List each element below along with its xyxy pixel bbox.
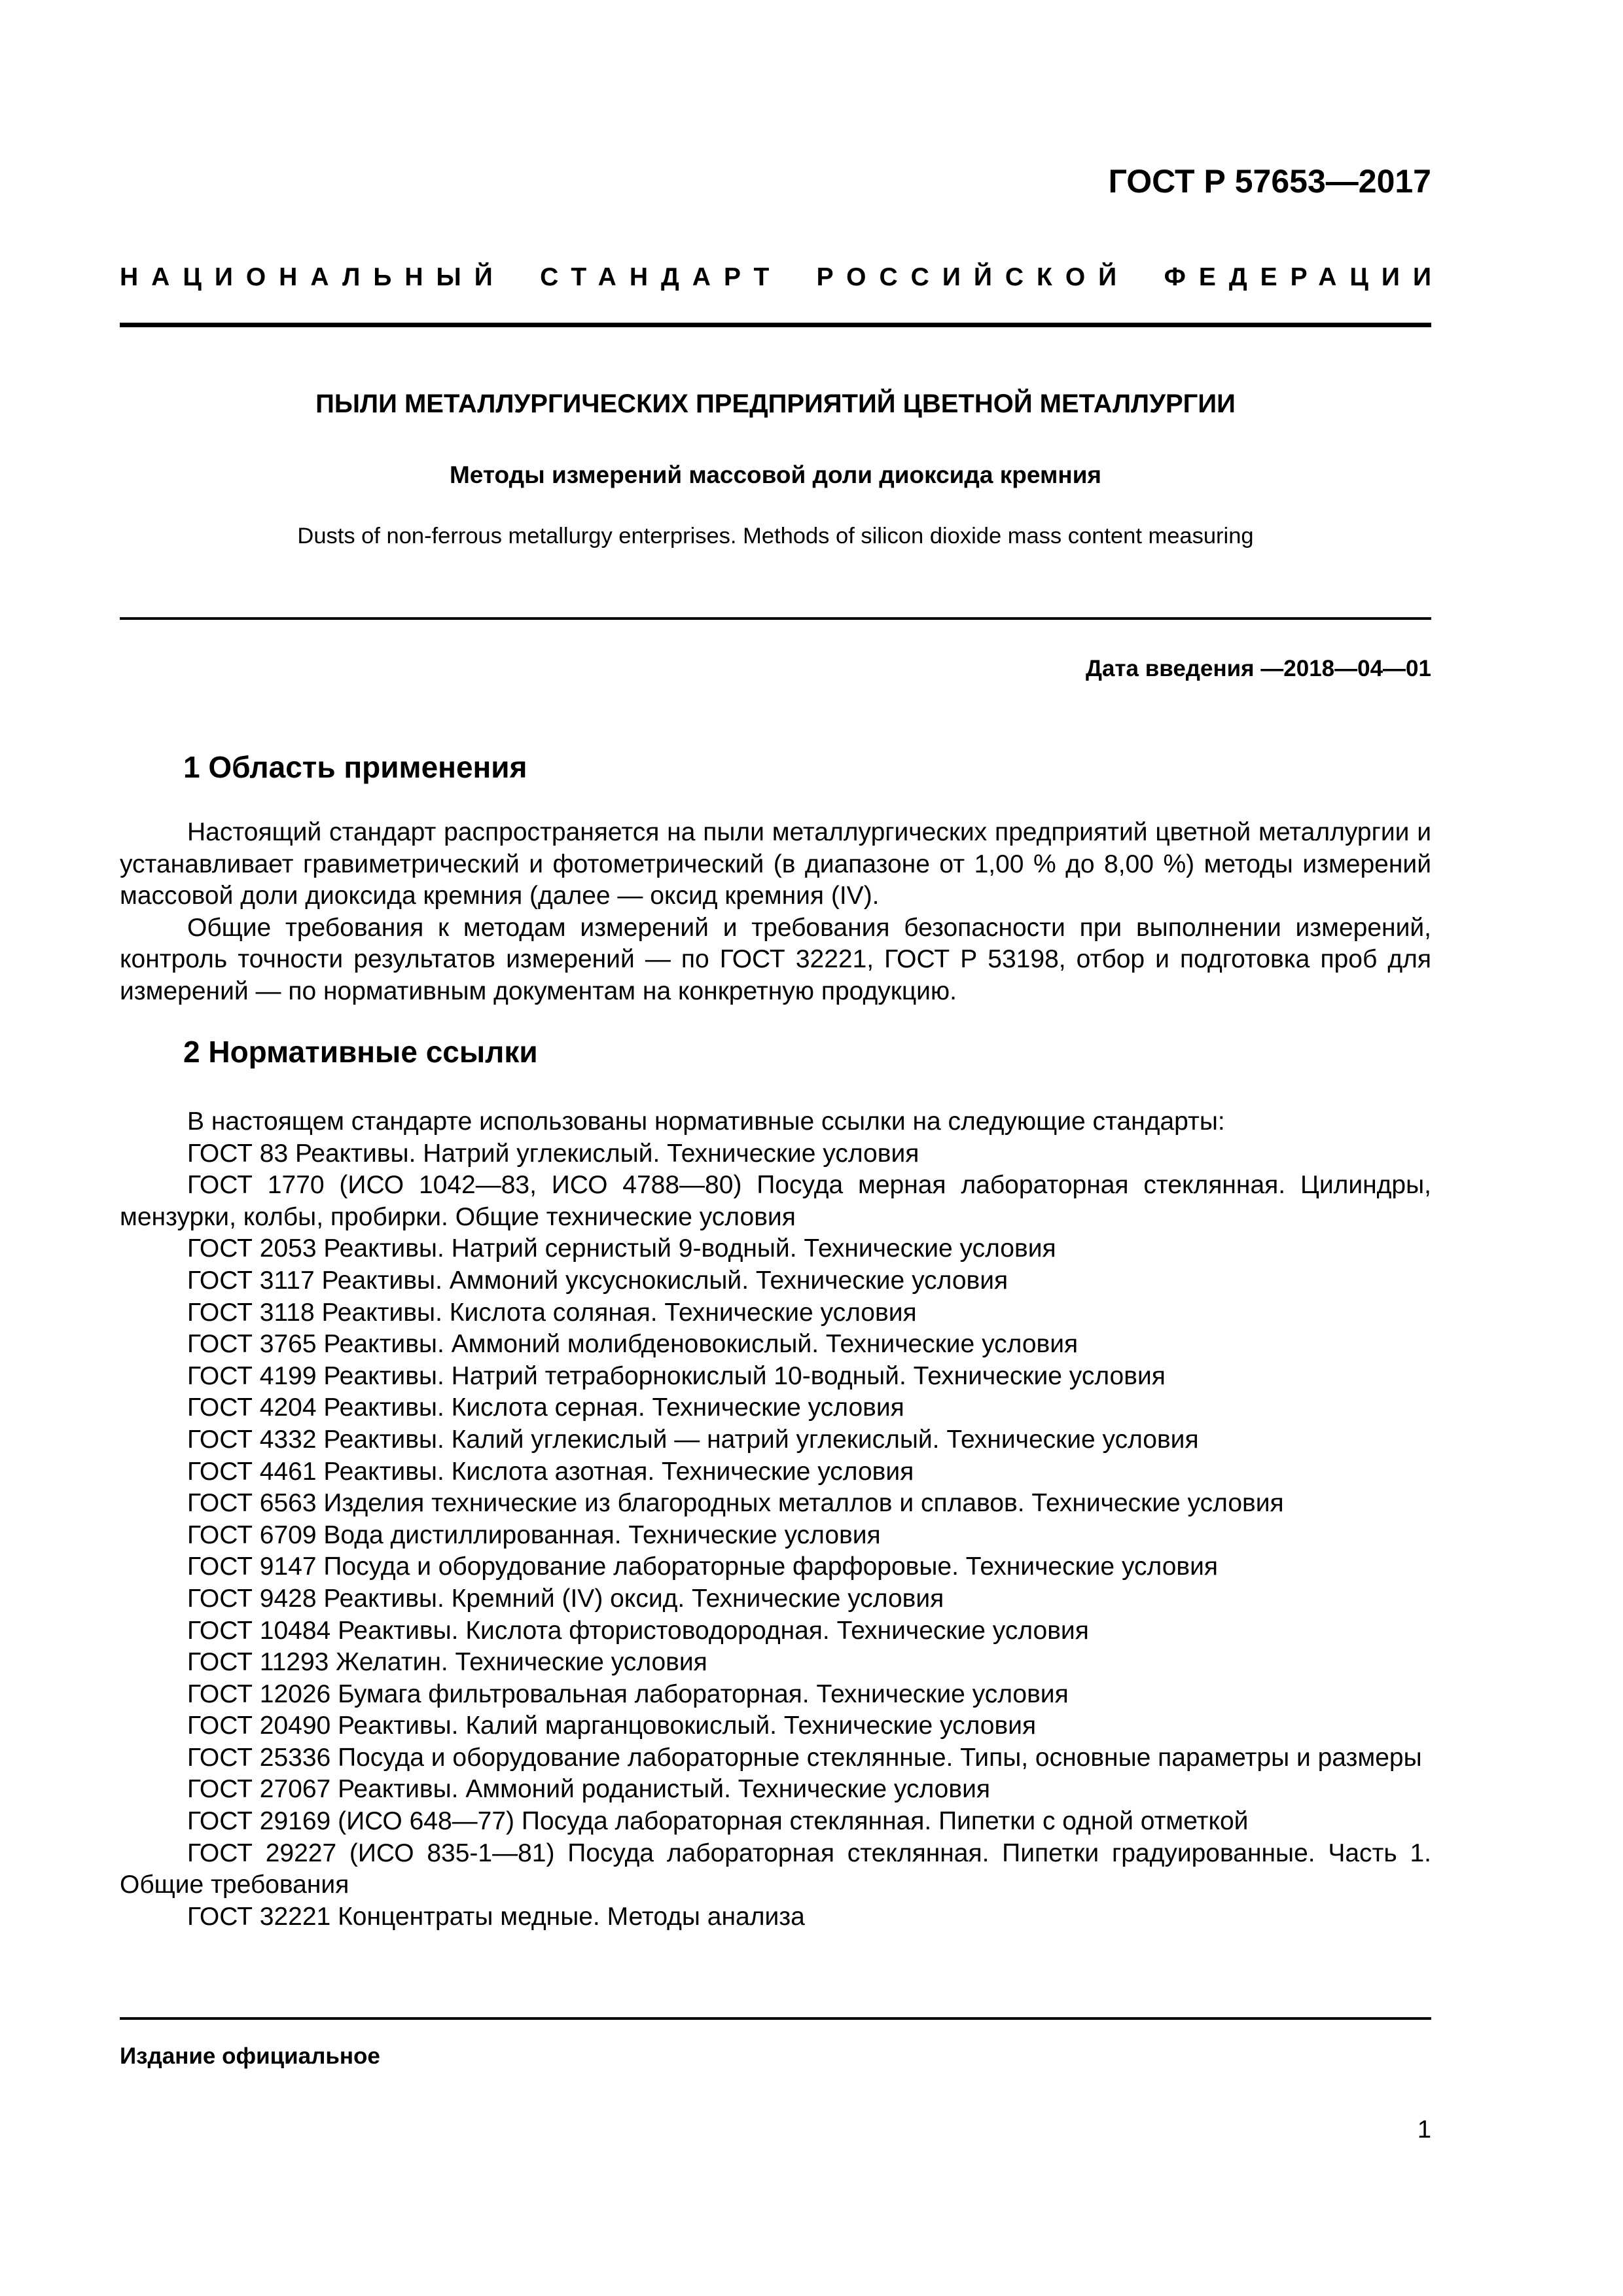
official-edition-note: Издание официальное — [120, 2043, 380, 2069]
header-word: НАЦИОНАЛЬНЫЙ — [120, 263, 506, 291]
reference-item: ГОСТ 4461 Реактивы. Кислота азотная. Технические условия — [187, 1457, 914, 1486]
footer-divider — [120, 2017, 1431, 2020]
reference-item: ГОСТ 4199 Реактивы. Натрий тетраборнокислый 10-водный. Технические условия — [187, 1361, 1166, 1390]
section-1-body — [120, 817, 1431, 1008]
reference-item: ГОСТ 10484 Реактивы. Кислота фтористоводородная. Технические условия — [187, 1616, 1089, 1645]
document-code: ГОСТ Р 57653—2017 — [1108, 163, 1431, 200]
reference-item: ГОСТ 4332 Реактивы. Калий углекислый — натрий углекислый. Технические условия — [187, 1425, 1199, 1454]
reference-item: ГОСТ 11293 Желатин. Технические условия — [187, 1648, 707, 1677]
reference-item: ГОСТ 25336 Посуда и оборудование лабораторные стеклянные. Типы, основные параметры и размеры — [187, 1743, 1422, 1772]
reference-item: ГОСТ 20490 Реактивы. Калий марганцовокислый. Технические условия — [187, 1712, 1037, 1740]
title-divider — [120, 617, 1431, 620]
reference-item: ГОСТ 4204 Реактивы. Кислота серная. Технические условия — [187, 1393, 904, 1422]
reference-item: ГОСТ 9147 Посуда и оборудование лабораторные фарфоровые. Технические условия — [187, 1552, 1219, 1581]
reference-item: ГОСТ 6563 Изделия технические из благородных металлов и сплавов. Технические условия — [187, 1489, 1284, 1518]
reference-item: ГОСТ 29169 (ИСО 648—77) Посуда лабораторная стеклянная. Пипетки с одной отметкой — [187, 1807, 1249, 1836]
header-word: ФЕДЕРАЦИИ — [1164, 263, 1444, 291]
section-1-heading: 1 Область применения — [183, 750, 527, 784]
section-2-heading: 2 Нормативные ссылки — [183, 1035, 538, 1069]
document-title-en: Dusts of non-ferrous metallurgy enterprises. Methods of silicon dioxide mass content measuring — [297, 524, 1254, 548]
paragraph: Настоящий стандарт распространяется на пыли металлургических предприятий цветной металлургии и устанавливает гравиметрический и фотометрический (в диапазоне от 1,00 % до 8,00 %) методы измерений массовой доли диоксида кремния (далее — оксид кремния (IV). — [120, 818, 1431, 910]
reference-item: ГОСТ 32221 Концентраты медные. Методы анализа — [187, 1902, 805, 1931]
introduction-date: Дата введения —2018—04—01 — [1086, 656, 1431, 681]
references-intro: В настоящем стандарте использованы нормативные ссылки на следующие стандарты: — [187, 1107, 1225, 1136]
document-title-ru: ПЫЛИ МЕТАЛЛУРГИЧЕСКИХ ПРЕДПРИЯТИЙ ЦВЕТНОЙ МЕТАЛЛУРГИИ — [315, 389, 1236, 418]
header-word: РОССИЙСКОЙ — [816, 263, 1130, 291]
paragraph: Общие требования к методам измерений и требования безопасности при выполнении измерений, контроль точности результатов измерений — по ГОСТ 32221, ГОСТ Р 53198, отбор и подготовка проб для измерений — по нормативным документам на конкретную продукцию. — [120, 913, 1431, 1005]
header-word: СТАНДАРТ — [540, 263, 783, 291]
references-list — [120, 1106, 1431, 1933]
reference-item: ГОСТ 1770 (ИСО 1042—83, ИСО 4788—80) Посуда мерная лабораторная стеклянная. Цилиндры, мензурки, колбы, пробирки. Общие технические условия — [120, 1171, 1431, 1231]
document-subtitle-ru: Методы измерений массовой доли диоксида кремния — [449, 461, 1102, 488]
reference-item: ГОСТ 9428 Реактивы. Кремний (IV) оксид. Технические условия — [187, 1584, 944, 1613]
national-standard-header — [120, 263, 1444, 292]
header-divider — [120, 323, 1431, 327]
reference-item: ГОСТ 3117 Реактивы. Аммоний уксуснокислый. Технические условия — [187, 1266, 1008, 1295]
reference-item: ГОСТ 6709 Вода дистиллированная. Технические условия — [187, 1520, 881, 1549]
page-number: 1 — [1417, 2116, 1431, 2144]
reference-item: ГОСТ 27067 Реактивы. Аммоний роданистый. Технические условия — [187, 1775, 990, 1804]
reference-item: ГОСТ 12026 Бумага фильтровальная лабораторная. Технические условия — [187, 1679, 1069, 1708]
reference-item: ГОСТ 2053 Реактивы. Натрий сернистый 9-водный. Технические условия — [187, 1234, 1056, 1263]
reference-item: ГОСТ 83 Реактивы. Натрий углекислый. Технические условия — [187, 1139, 919, 1168]
reference-item: ГОСТ 3765 Реактивы. Аммоний молибденовокислый. Технические условия — [187, 1330, 1079, 1359]
reference-item: ГОСТ 3118 Реактивы. Кислота соляная. Технические условия — [187, 1298, 917, 1327]
reference-item: ГОСТ 29227 (ИСО 835-1—81) Посуда лабораторная стеклянная. Пипетки градуированные. Часть 1. Общие требования — [120, 1839, 1431, 1899]
